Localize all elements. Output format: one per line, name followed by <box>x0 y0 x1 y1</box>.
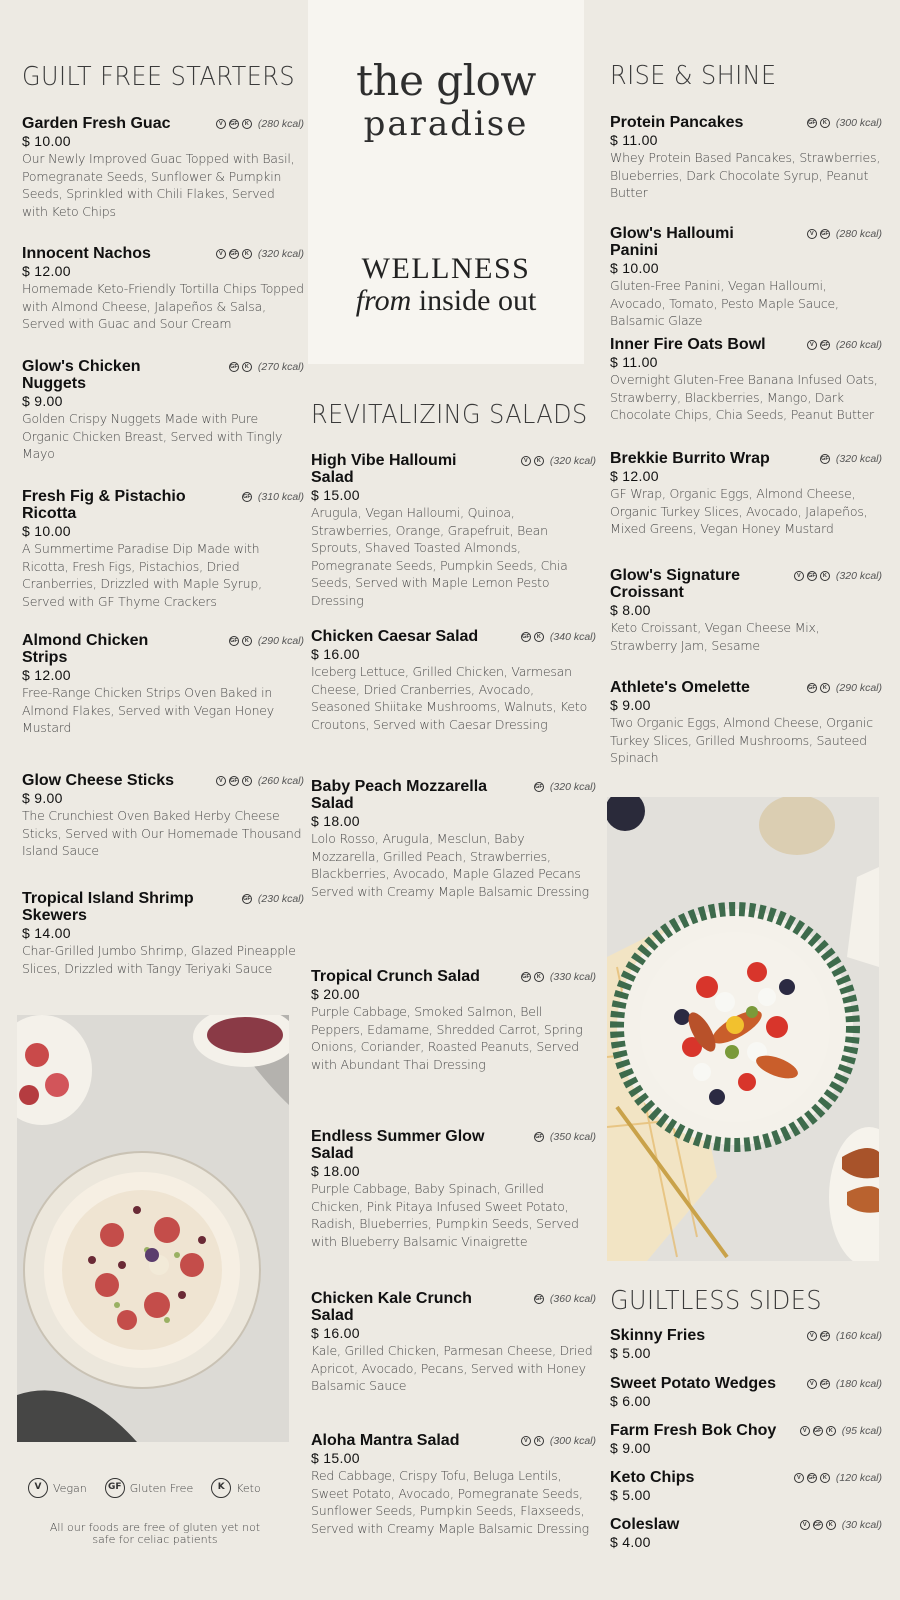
item-kcal: (160 kcal) <box>835 1330 882 1342</box>
item-kcal: (290 kcal) <box>257 635 304 647</box>
vegan-icon: V <box>794 571 804 581</box>
gluten-free-icon: GF <box>535 1134 543 1140</box>
item-name: Almond Chicken Strips <box>22 632 149 666</box>
item-name: Baby Peach Mozzarella Salad <box>311 778 488 812</box>
item-meta <box>242 488 304 503</box>
item-meta <box>216 115 304 130</box>
menu-item <box>610 567 882 654</box>
item-kcal: (340 kcal) <box>549 631 596 643</box>
item-name: Keto Chips <box>610 1469 695 1486</box>
vegan-icon: V <box>794 1473 804 1483</box>
legend-label: Vegan <box>53 1481 87 1495</box>
item-name: Chicken Caesar Salad <box>311 628 479 645</box>
item-price: $ 10.00 <box>22 523 71 539</box>
item-price: $ 9.00 <box>22 393 63 409</box>
item-description: Whey Protein Based Pancakes, Strawberries, Blueberries, Dark Chocolate Syrup, Peanut Butter <box>610 150 881 200</box>
item-price: $ 10.00 <box>22 133 71 149</box>
section-title: RISE & SHINE <box>610 61 777 91</box>
item-price: $ 14.00 <box>22 925 71 941</box>
item-meta <box>807 225 882 240</box>
item-kcal: (230 kcal) <box>257 893 304 905</box>
item-price: $ 11.00 <box>610 132 658 148</box>
item-kcal: (290 kcal) <box>835 682 882 694</box>
brand-name-line2: paradise <box>363 104 529 144</box>
item-meta <box>534 1128 596 1143</box>
gluten-free-icon: GF <box>808 1475 816 1481</box>
vegan-icon: V <box>800 1520 810 1530</box>
item-kcal: (95 kcal) <box>841 1425 882 1437</box>
gluten-free-icon: GF <box>105 1478 125 1498</box>
gluten-free-icon: GF <box>243 896 251 902</box>
keto-icon: K <box>534 1436 544 1446</box>
vegan-icon: V <box>521 1436 531 1446</box>
menu-item <box>22 890 304 977</box>
section-title: GUILT FREE STARTERS <box>22 62 296 92</box>
item-name: Farm Fresh Bok Choy <box>610 1422 777 1439</box>
section-title: GUILTLESS SIDES <box>610 1286 823 1316</box>
item-kcal: (320 kcal) <box>835 570 882 582</box>
menu-item <box>610 450 882 538</box>
item-description: Iceberg Lettuce, Grilled Chicken, Varmesan Cheese, Dried Cranberries, Avocado, Seasoned Shiitake Mushrooms, Walnuts, Keto Croutons, Served with Caesar Dressing <box>311 664 588 732</box>
item-description: Red Cabbage, Crispy Tofu, Beluga Lentils, Sweet Potato, Avocado, Pomegranate Seeds, Sunflower Seeds, Pumpkin Seeds, Flaxseeds, Served with Creamy Maple Balsamic Dressing <box>311 1468 589 1536</box>
item-name: Glow's Signature Croissant <box>610 567 741 601</box>
item-meta <box>807 336 882 351</box>
vegan-icon: V <box>216 249 226 259</box>
item-name: High Vibe Halloumi Salad <box>311 452 457 486</box>
item-price: $ 12.00 <box>610 468 659 484</box>
item-meta <box>534 1290 596 1305</box>
item-kcal: (260 kcal) <box>835 339 882 351</box>
gluten-free-icon: GF <box>522 974 530 980</box>
menu-item <box>610 1327 882 1361</box>
item-meta <box>807 114 882 129</box>
menu-item <box>610 679 882 767</box>
celiac-footnote: All our foods are free of gluten yet not safe for celiac patients <box>49 1521 261 1546</box>
gluten-free-icon: GF <box>813 1428 822 1434</box>
item-description: Homemade Keto-Friendly Tortilla Chips Topped with Almond Cheese, Jalapeños & Salsa, Served with Guac and Sour Cream <box>22 281 304 331</box>
item-description: Lolo Rosso, Arugula, Mesclun, Baby Mozzarella, Grilled Peach, Strawberries, Blackberries, Avocado, Maple Glazed Pecans Served with Creamy Maple Balsamic Dressing <box>311 831 589 899</box>
item-price: $ 15.00 <box>311 487 360 503</box>
item-description: GF Wrap, Organic Eggs, Almond Cheese, Organic Turkey Slices, Avocado, Jalapeños, Mixed Greens, Vegan Honey Mustard <box>610 486 868 536</box>
gluten-free-icon: GF <box>808 685 816 691</box>
menu-item <box>311 1290 596 1395</box>
legend-vegan <box>28 1478 87 1498</box>
legend-keto <box>211 1478 260 1498</box>
keto-icon: K <box>820 1473 830 1483</box>
item-description: Kale, Grilled Chicken, Parmesan Cheese, Dried Apricot, Avocado, Pecans, Served with Honey Balsamic Sauce <box>311 1343 593 1393</box>
legend-label: Keto <box>236 1481 261 1495</box>
gluten-free-icon: GF <box>243 494 251 500</box>
item-kcal: (300 kcal) <box>835 117 882 129</box>
tagline-line1: WELLNESS <box>361 252 531 285</box>
tagline-from: from <box>355 284 412 317</box>
item-price: $ 15.00 <box>311 1450 360 1466</box>
item-price: $ 10.00 <box>610 260 659 276</box>
item-price: $ 6.00 <box>610 1393 651 1409</box>
keto-icon: K <box>826 1426 836 1436</box>
item-meta <box>807 1375 882 1390</box>
menu-item <box>610 1516 882 1550</box>
legend-gluten-free <box>105 1478 193 1498</box>
gluten-free-icon: GF <box>808 573 816 579</box>
item-description: The Crunchiest Oven Baked Herby Cheese Sticks, Served with Our Homemade Thousand Island Sauce <box>22 808 302 858</box>
item-price: $ 12.00 <box>22 263 71 279</box>
item-name: Inner Fire Oats Bowl <box>610 336 766 353</box>
keto-icon: K <box>211 1478 231 1498</box>
menu-item <box>22 488 304 610</box>
keto-icon: K <box>242 362 252 372</box>
item-description: Gluten-Free Panini, Vegan Halloumi, Avocado, Tomato, Pesto Maple Sauce, Balsamic Glaze <box>610 278 839 328</box>
gluten-free-icon: GF <box>230 638 238 644</box>
item-description: Two Organic Eggs, Almond Cheese, Organic Turkey Slices, Grilled Mushrooms, Sauteed Spinach <box>610 715 873 765</box>
vegan-icon: V <box>807 229 817 239</box>
item-name: Tropical Island Shrimp Skewers <box>22 890 194 924</box>
menu-item <box>311 628 596 733</box>
item-kcal: (260 kcal) <box>257 775 304 787</box>
item-name: Endless Summer Glow Salad <box>311 1128 485 1162</box>
gluten-free-icon: GF <box>522 634 530 640</box>
item-meta <box>242 890 304 905</box>
menu-item <box>610 114 882 202</box>
item-price: $ 9.00 <box>610 697 651 713</box>
item-kcal: (280 kcal) <box>257 118 304 130</box>
item-price: $ 4.00 <box>610 1534 651 1550</box>
gluten-free-icon: GF <box>821 456 829 462</box>
item-price: $ 11.00 <box>610 354 658 370</box>
item-kcal: (280 kcal) <box>835 228 882 240</box>
item-meta <box>229 632 304 647</box>
item-meta <box>807 1327 882 1342</box>
item-price: $ 18.00 <box>311 1163 360 1179</box>
item-kcal: (320 kcal) <box>549 781 596 793</box>
item-name: Protein Pancakes <box>610 114 744 131</box>
item-name: Fresh Fig & Pistachio Ricotta <box>22 488 186 522</box>
menu-item <box>22 115 304 220</box>
gluten-free-icon: GF <box>813 1522 822 1528</box>
gluten-free-icon: GF <box>535 1296 543 1302</box>
item-name: Glow's Halloumi Panini <box>610 225 734 259</box>
gluten-free-icon: GF <box>230 364 238 370</box>
item-kcal: (120 kcal) <box>835 1472 882 1484</box>
item-price: $ 5.00 <box>610 1487 651 1503</box>
item-name: Athlete's Omelette <box>610 679 750 696</box>
menu-item <box>311 778 596 900</box>
salad-bowl-photo <box>607 797 879 1261</box>
keto-icon: K <box>242 249 252 259</box>
item-meta <box>800 1422 882 1437</box>
item-kcal: (360 kcal) <box>549 1293 596 1305</box>
item-price: $ 16.00 <box>311 1325 360 1341</box>
gluten-free-icon: GF <box>821 1333 829 1339</box>
item-name: Coleslaw <box>610 1516 680 1533</box>
section-title: REVITALIZING SALADS <box>311 400 588 430</box>
item-price: $ 9.00 <box>22 790 63 806</box>
item-kcal: (180 kcal) <box>835 1378 882 1390</box>
gluten-free-icon: GF <box>821 342 829 348</box>
brand-panel <box>308 0 584 364</box>
gluten-free-icon: GF <box>821 231 829 237</box>
item-meta <box>794 1469 882 1484</box>
item-price: $ 12.00 <box>22 667 71 683</box>
dietary-legend <box>28 1478 261 1498</box>
item-price: $ 20.00 <box>311 986 360 1002</box>
keto-icon: K <box>826 1520 836 1530</box>
vegan-icon: V <box>521 456 531 466</box>
gluten-free-icon: GF <box>821 1381 829 1387</box>
gluten-free-icon: GF <box>230 251 238 257</box>
menu-item <box>610 336 882 424</box>
item-description: A Summertime Paradise Dip Made with Ricotta, Fresh Figs, Pistachios, Dried Cranberries, Drizzled with Maple Syrup, Served with GF Thyme Crackers <box>22 541 262 609</box>
item-meta <box>521 1432 596 1447</box>
item-name: Glow's Chicken Nuggets <box>22 358 141 392</box>
item-description: Keto Croissant, Vegan Cheese Mix, Strawberry Jam, Sesame <box>610 620 820 653</box>
item-description: Overnight Gluten-Free Banana Infused Oats, Strawberry, Blackberries, Mango, Dark Chocolate Chips, Chia Seeds, Peanut Butter <box>610 372 878 422</box>
item-kcal: (320 kcal) <box>549 455 596 467</box>
item-price: $ 9.00 <box>610 1440 651 1456</box>
keto-icon: K <box>820 118 830 128</box>
keto-icon: K <box>242 636 252 646</box>
item-name: Tropical Crunch Salad <box>311 968 480 985</box>
item-meta <box>216 772 304 787</box>
keto-icon: K <box>242 119 252 129</box>
vegan-icon: V <box>216 119 226 129</box>
vegan-icon: V <box>800 1426 810 1436</box>
item-meta <box>820 450 882 465</box>
item-price: $ 5.00 <box>610 1345 651 1361</box>
menu-item <box>610 1469 882 1503</box>
item-kcal: (300 kcal) <box>549 1435 596 1447</box>
vegan-icon: V <box>28 1478 48 1498</box>
brand-name-line1: the glow <box>356 56 536 105</box>
item-meta <box>521 968 596 983</box>
item-price: $ 18.00 <box>311 813 360 829</box>
item-meta <box>229 358 304 373</box>
item-name: Sweet Potato Wedges <box>610 1375 776 1392</box>
item-name: Garden Fresh Guac <box>22 115 171 132</box>
keto-icon: K <box>242 776 252 786</box>
item-meta <box>521 628 596 643</box>
item-name: Chicken Kale Crunch Salad <box>311 1290 472 1324</box>
item-kcal: (330 kcal) <box>549 971 596 983</box>
vegan-icon: V <box>807 1379 817 1389</box>
menu-item <box>22 772 304 860</box>
item-price: $ 16.00 <box>311 646 360 662</box>
vegan-icon: V <box>807 1331 817 1341</box>
menu-item <box>610 1375 882 1409</box>
item-meta <box>800 1516 882 1531</box>
item-meta <box>807 679 882 694</box>
gluten-free-icon: GF <box>808 120 816 126</box>
item-description: Char-Grilled Jumbo Shrimp, Glazed Pineapple Slices, Drizzled with Tangy Teriyaki Sauce <box>22 943 296 976</box>
vegan-icon: V <box>216 776 226 786</box>
gluten-free-icon: GF <box>230 121 238 127</box>
item-kcal: (320 kcal) <box>257 248 304 260</box>
item-description: Our Newly Improved Guac Topped with Basil, Pomegranate Seeds, Sunflower & Pumpkin Seeds, Sprinkled with Chili Flakes, Served with Keto Chips <box>22 151 295 219</box>
item-kcal: (320 kcal) <box>835 453 882 465</box>
keto-icon: K <box>534 456 544 466</box>
item-description: Arugula, Vegan Halloumi, Quinoa, Strawberries, Orange, Grapefruit, Bean Sprouts, Shaved Toasted Almonds, Pomegranate Seeds, Pumpkin Seeds, Chia Seeds, Served with Maple Lemon Pesto Dressing <box>311 505 568 608</box>
menu-item <box>610 225 882 330</box>
item-description: Golden Crispy Nuggets Made with Pure Organic Chicken Breast, Served with Tingly Mayo <box>22 411 283 461</box>
menu-item <box>22 358 304 463</box>
item-name: Aloha Mantra Salad <box>311 1432 460 1449</box>
menu-item <box>311 968 596 1073</box>
keto-icon: K <box>534 632 544 642</box>
menu-item <box>311 452 596 609</box>
item-description: Purple Cabbage, Baby Spinach, Grilled Chicken, Pink Pitaya Infused Sweet Potato, Radish, Blueberries, Pumpkin Seeds, Served with Blueberry Balsamic Vinaigrette <box>311 1181 579 1249</box>
menu-item <box>311 1432 596 1537</box>
item-kcal: (350 kcal) <box>549 1131 596 1143</box>
menu-item <box>311 1128 596 1250</box>
item-meta <box>794 567 882 582</box>
item-description: Free-Range Chicken Strips Oven Baked in Almond Flakes, Served with Vegan Honey Mustard <box>22 685 274 735</box>
item-price: $ 8.00 <box>610 602 651 618</box>
vegan-icon: V <box>807 340 817 350</box>
item-name: Glow Cheese Sticks <box>22 772 175 789</box>
gluten-free-icon: GF <box>230 778 238 784</box>
tagline-rest: inside out <box>418 284 537 317</box>
item-meta <box>216 245 304 260</box>
item-name: Brekkie Burrito Wrap <box>610 450 770 467</box>
gluten-free-icon: GF <box>535 784 543 790</box>
menu-item <box>610 1422 882 1456</box>
menu-item <box>22 245 304 333</box>
item-meta <box>534 778 596 793</box>
fig-ricotta-photo <box>17 1015 289 1442</box>
item-kcal: (270 kcal) <box>257 361 304 373</box>
item-description: Purple Cabbage, Smoked Salmon, Bell Peppers, Edamame, Shredded Carrot, Spring Onions, Coriander, Roasted Peanuts, Served with Abundant Thai Dressing <box>311 1004 583 1072</box>
tagline-line2 <box>308 284 584 318</box>
item-meta <box>521 452 596 467</box>
legend-label: Gluten Free <box>129 1481 194 1495</box>
item-name: Innocent Nachos <box>22 245 151 262</box>
item-kcal: (30 kcal) <box>841 1519 882 1531</box>
item-kcal: (310 kcal) <box>257 491 304 503</box>
item-name: Skinny Fries <box>610 1327 706 1344</box>
keto-icon: K <box>534 972 544 982</box>
keto-icon: K <box>820 571 830 581</box>
menu-item <box>22 632 304 737</box>
keto-icon: K <box>820 683 830 693</box>
